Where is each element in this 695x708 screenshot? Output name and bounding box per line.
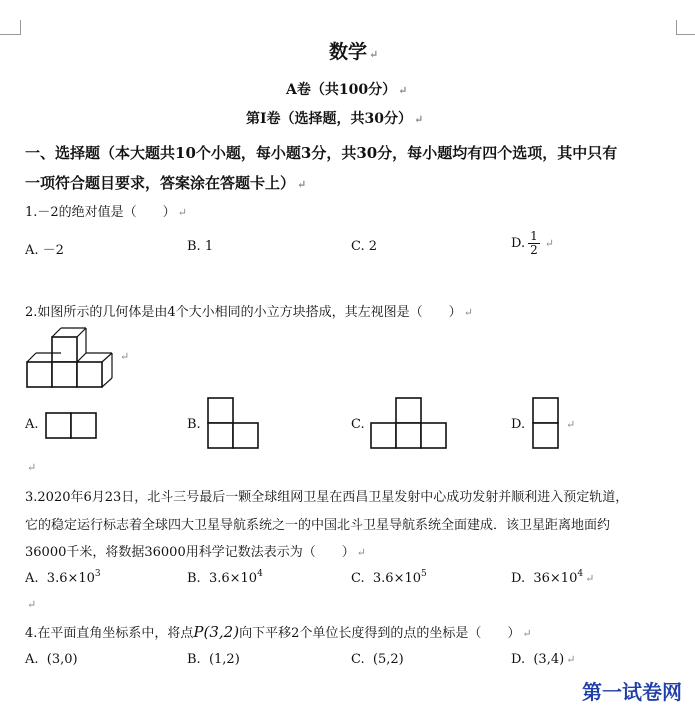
point-p-expression: P(3,2) (193, 623, 240, 641)
q2-option-a-label: A. (25, 417, 39, 432)
q4-option-c: C. (5,2) (351, 652, 404, 667)
question-3-stem-line2: 它的稳定运行标志着全球四大卫星导航系统之一的中国北斗卫星导航系统全面建成．该卫星距离地面约 (25, 518, 611, 533)
q2-option-b-view (206, 396, 262, 450)
q2-option-d-view (531, 396, 563, 450)
q2-options-paragraph-mark: ↵ (566, 418, 576, 431)
question-2-stem: 2.如图所示的几何体是由4个大小相同的小立方块搭成，其左视图是（ ） ↵ (25, 305, 473, 320)
q1-option-b: B. 1 (187, 239, 214, 254)
q4-option-a: A. (3,0) (25, 652, 78, 667)
q2-option-c-label: C. (351, 417, 365, 432)
q1-option-d: D. $\frac{1}{2}$ ↵ (511, 229, 554, 257)
q2-option-a-view (44, 411, 100, 439)
q2-option-c-view (369, 396, 449, 450)
q1-option-c: C. 2 (351, 239, 378, 254)
blank-line-mark: ↵ (27, 461, 37, 474)
q2-option-b-label: B. (187, 417, 201, 432)
blank-line-mark-2: ↵ (27, 598, 37, 611)
q4-option-d: D. (3,4) ↵ (511, 652, 576, 667)
question-4-stem: 4.在平面直角坐标系中，将点P(3,2)向下平移2个单位长度得到的点的坐标是（ ） ↵ (25, 623, 532, 641)
section-instructions-line2: 一项符合题目要求，答案涂在答题卡上） ↵ (25, 174, 307, 192)
volume-a-heading: A卷（共100分） ↵ (286, 82, 408, 98)
q3-option-b: B. $3.6\times 10^4$ (187, 569, 263, 586)
cube-solid-figure (24, 325, 134, 389)
fraction-one-half: $\frac{1}{2}$ (530, 229, 538, 257)
figure-paragraph-mark: ↵ (120, 350, 130, 363)
page-corner-mark-right (676, 20, 695, 35)
document-title: 数学 ↵ (329, 41, 379, 63)
part-1-heading: 第Ⅰ卷（选择题，共30分） ↵ (246, 111, 424, 127)
question-3-stem-line1: 3.2020年6月23日，北斗三号最后一颗全球组网卫星在西昌卫星发射中心成功发射并顺利进入预定轨道， (25, 490, 629, 505)
question-1-stem: 1.－2的绝对值是（ ） ↵ (25, 205, 187, 220)
q4-option-b: B. (1,2) (187, 652, 240, 667)
q3-option-c: C. $3.6\times 10^5$ (351, 569, 427, 586)
watermark-logo: 第一试卷网 (582, 680, 682, 704)
question-3-stem-line3: 36000千米，将数据36000用科学记数法表示为（ ） ↵ (25, 545, 366, 560)
q1-option-a: A. －2 (25, 243, 64, 258)
section-instructions-line1: 一、选择题（本大题共10个小题，每小题3分，共30分，每小题均有四个选项，其中只有 (25, 144, 618, 162)
q3-option-a: A. $3.6\times 10^3$ (25, 569, 101, 586)
page-corner-mark-left (0, 20, 21, 35)
q3-option-d: D. $36\times 10^4$ ↵ (511, 569, 595, 586)
q2-option-d-label: D. (511, 417, 526, 432)
